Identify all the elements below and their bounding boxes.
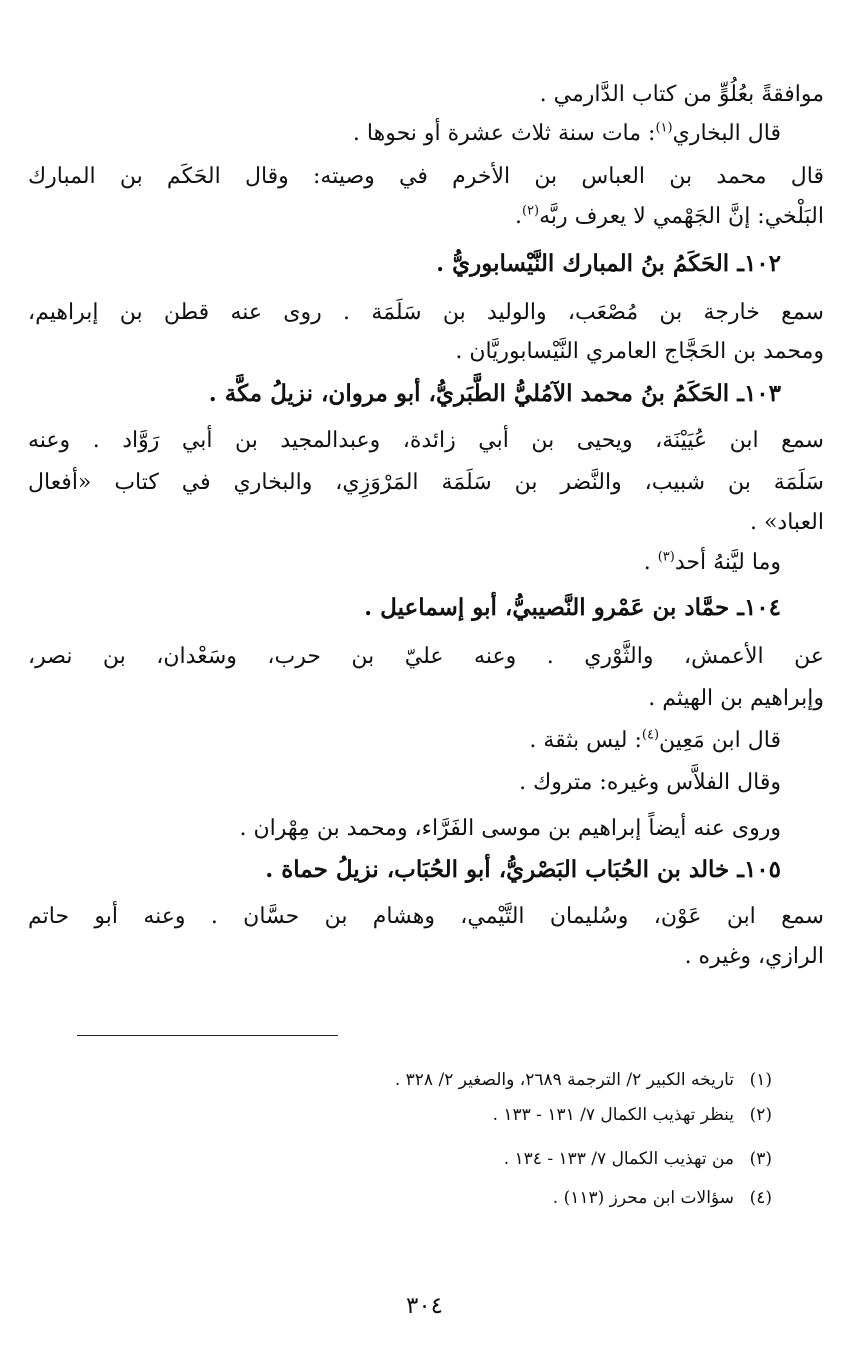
- footnote-3: (٣)من تهذيب الكمال ٧/ ١٣٣ - ١٣٤ .: [503, 1149, 772, 1169]
- entry-heading-105: ١٠٥ـ خالد بن الحُبَاب البَصْريُّ، أبو الحُبَاب، نزيلُ حماة .: [265, 856, 781, 883]
- entry-103-line-2: سَلَمَة بن شبيب، والنَّضر بن سَلَمَة المَرْوَزِي، والبخاري في كتاب «أفعال: [28, 470, 824, 495]
- entry-104-line-3: قال ابن مَعِين$^{(٤)}$: ليس بثقة .: [529, 727, 781, 753]
- entry-103-line-4: وما ليَّنهُ أحد$^{(٣)}$ .: [643, 549, 781, 575]
- entry-102-line-1: سمع خارجة بن مُصْعَب، والوليد بن سَلَمَة . روى عنه قطن بن إبراهيم،: [28, 300, 824, 325]
- body-line-3: قال محمد بن العباس بن الأخرم في وصيته: وقال الحَكَم بن المبارك: [28, 164, 825, 189]
- body-line-1: موافقةً بعُلُوٍّ من كتاب الدَّارمي .: [539, 82, 824, 107]
- entry-105-line-2: الرازي، وغيره .: [684, 944, 824, 969]
- body-line-4: البَلْخي: إنَّ الجَهْمي لا يعرف ربَّه$^{(٢)}$.: [514, 203, 824, 229]
- entry-104-line-4: وقال الفلاَّس وغيره: متروك .: [519, 770, 781, 795]
- entry-102-line-2: ومحمد بن الحَجَّاج العامري النَّيْسابوريَّان .: [455, 339, 824, 364]
- entry-heading-102: ١٠٢ـ الحَكَمُ بنُ المبارك النَّيْسابوريُّ .: [436, 250, 781, 277]
- footnote-separator: [77, 1035, 338, 1036]
- entry-105-line-1: سمع ابن عَوْن، وسُليمان التَّيْمي، وهشام بن حسَّان . وعنه أبو حاتم: [28, 904, 824, 929]
- entry-104-line-1: عن الأعمش، والثَّوْري . وعنه عليّ بن حرب، وسَعْدان، بن نصر،: [28, 644, 824, 669]
- entry-heading-103: ١٠٣ـ الحَكَمُ بنُ محمد الآمُليُّ الطَّبَريُّ، أبو مروان، نزيلُ مكَّة .: [208, 380, 781, 407]
- body-line-2: قال البخاري$^{(١)}$: مات سنة ثلاث عشرة أو نحوها .: [352, 120, 781, 146]
- page-number: ٣٠٤: [405, 1293, 444, 1319]
- entry-104-line-5: وروى عنه أيضاً إبراهيم بن موسى الفَرَّاء، ومحمد بن مِهْران .: [239, 816, 781, 841]
- footnote-2: (٢)ينظر تهذيب الكمال ٧/ ١٣١ - ١٣٣ .: [492, 1105, 772, 1125]
- footnote-4: (٤)سؤالات ابن محرز (١١٣) .: [552, 1188, 772, 1208]
- entry-104-line-2: وإبراهيم بن الهيثم .: [648, 686, 824, 711]
- entry-heading-104: ١٠٤ـ حمَّاد بن عَمْرو النَّصيبيُّ، أبو إسماعيل .: [364, 594, 781, 621]
- entry-103-line-1: سمع ابن عُيَيْنَة، ويحيى بن أبي زائدة، وعبدالمجيد بن أبي رَوَّاد . وعنه: [28, 428, 824, 453]
- footnote-1: (١)تاريخه الكبير ٢/ الترجمة ٢٦٨٩، والصغير ٢/ ٣٢٨ .: [394, 1070, 772, 1090]
- entry-103-line-3: العباد» .: [749, 510, 824, 535]
